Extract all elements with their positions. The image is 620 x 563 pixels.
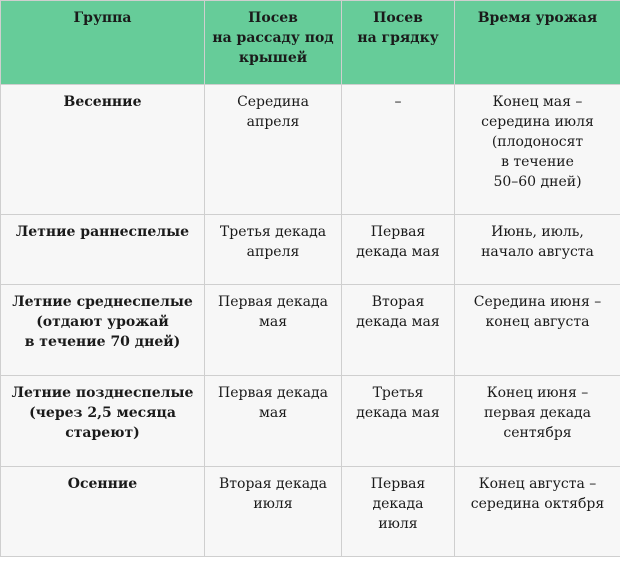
cell-group: Летние раннеспелые xyxy=(1,215,205,285)
cell-harvest-time: Конец мая – середина июля (плодоносят в течение 50–60 дней) xyxy=(455,85,620,215)
header-seedling-sowing: Посев на рассаду под крышей xyxy=(205,1,342,85)
cell-group: Летние позднеспелые (через 2,5 месяца стареют) xyxy=(1,376,205,467)
cell-harvest-time: Конец августа – середина октября xyxy=(455,467,620,557)
header-harvest-time: Время урожая xyxy=(455,1,620,85)
cell-bed-sowing: Первая декада мая xyxy=(342,215,455,285)
cell-harvest-time: Конец июня – первая декада сентября xyxy=(455,376,620,467)
table-row xyxy=(1,85,620,215)
header-group: Группа xyxy=(1,1,205,85)
header-bed-sowing: Посев на грядку xyxy=(342,1,455,85)
cell-bed-sowing: – xyxy=(342,85,455,215)
cell-seedling-sowing: Первая декада мая xyxy=(205,285,342,376)
cell-group: Осенние xyxy=(1,467,205,557)
cell-bed-sowing: Третья декада мая xyxy=(342,376,455,467)
cell-seedling-sowing: Середина апреля xyxy=(205,85,342,215)
table-row xyxy=(1,215,620,285)
cell-group: Весенние xyxy=(1,85,205,215)
cell-harvest-time: Середина июня – конец августа xyxy=(455,285,620,376)
cell-harvest-time: Июнь, июль, начало августа xyxy=(455,215,620,285)
table-row xyxy=(1,285,620,376)
table-row xyxy=(1,467,620,557)
cell-seedling-sowing: Первая декада мая xyxy=(205,376,342,467)
cell-bed-sowing: Первая декада июля xyxy=(342,467,455,557)
table-header-row xyxy=(1,1,620,85)
cell-group: Летние среднеспелые (отдают урожай в течение 70 дней) xyxy=(1,285,205,376)
table-row xyxy=(1,376,620,467)
cell-seedling-sowing: Третья декада апреля xyxy=(205,215,342,285)
cell-seedling-sowing: Вторая декада июля xyxy=(205,467,342,557)
cell-bed-sowing: Вторая декада мая xyxy=(342,285,455,376)
